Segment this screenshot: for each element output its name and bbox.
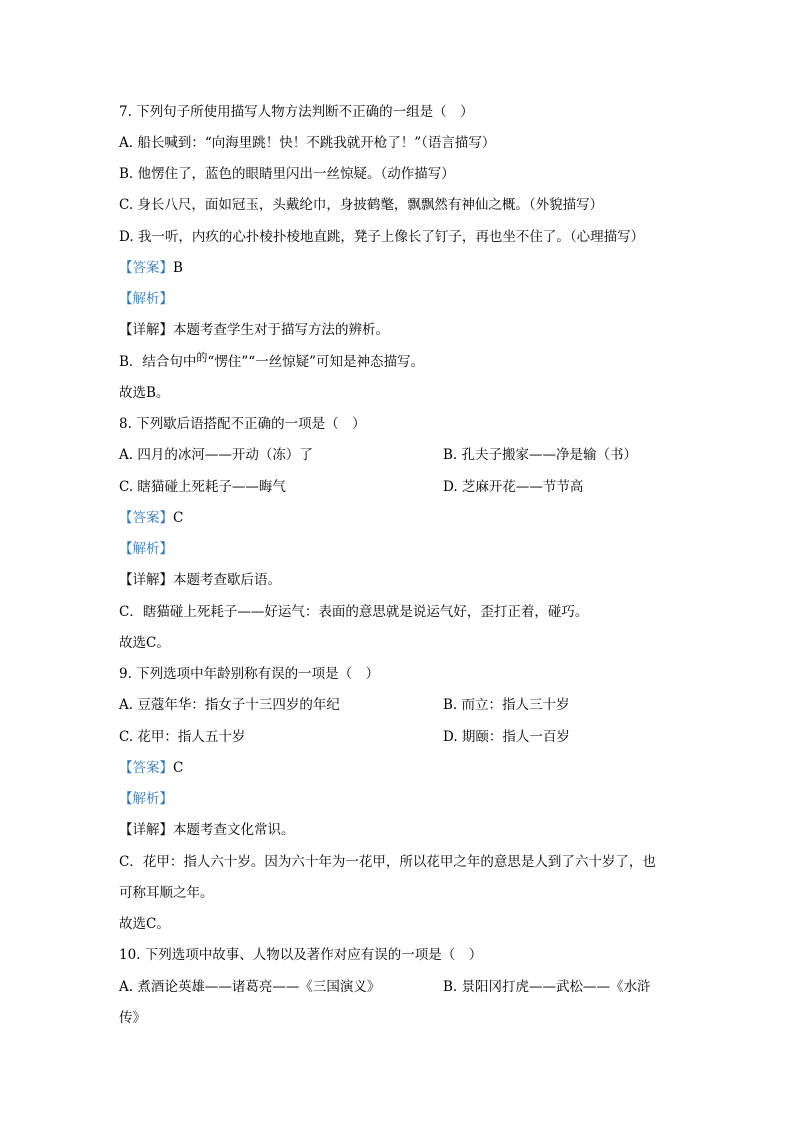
q10-option-b: B. 景阳冈打虎——武松——《水浒 [443, 979, 651, 995]
q7-detail [119, 321, 389, 339]
detail-text: 本题考查歇后语。 [173, 572, 281, 588]
q9-stem: 9. 下列选项中年龄别称有误的一项是（ ） [119, 666, 380, 682]
detail-text: 本题考查学生对于描写方法的辨析。 [173, 322, 389, 338]
detail-label: 【详解】 [119, 572, 173, 588]
answer-label: 【答案】 [119, 510, 173, 526]
q10-stem: 10. 下列选项中故事、人物以及著作对应有误的一项是（ ） [119, 947, 483, 963]
q7-explanation: B．结合句中$^的$“愣住”“一丝惊疑”可知是神态描写。 [119, 351, 425, 370]
answer-value: C [173, 510, 184, 526]
q8-option-d: D. 芝麻开花——节节高 [443, 479, 584, 495]
q8-conclusion: 故选C。 [119, 635, 170, 651]
detail-label: 【详解】 [119, 322, 173, 338]
q9-explanation-line-2: 可称耳顺之年。 [119, 885, 214, 901]
q10-option-a: A. 煮酒论英雄——诸葛亮——《三国演义》 [119, 979, 381, 995]
q8-explanation: C．瞎猫碰上死耗子——好运气：表面的意思就是说运气好，歪打正着，碰巧。 [119, 604, 589, 620]
q8-analysis-label: 【解析】 [119, 541, 173, 557]
q7-option-d: D. 我一听，内疚的心扑棱扑棱地直跳，凳子上像长了钉子，再也坐不住了。（心理描写） [119, 229, 645, 245]
q9-option-d: D. 期颐：指人一百岁 [443, 729, 570, 745]
q8-answer [119, 509, 183, 527]
q7-stem: 7. 下列句子所使用描写人物方法判断不正确的一组是（ ） [119, 104, 474, 120]
answer-label: 【答案】 [119, 760, 173, 776]
q9-detail [119, 821, 295, 839]
detail-text: 本题考查文化常识。 [173, 822, 295, 838]
q8-option-c: C. 瞎猫碰上死耗子——晦气 [119, 479, 286, 495]
q8-option-a: A. 四月的冰河——开动（冻）了 [119, 447, 313, 463]
q9-option-a: A. 豆蔻年华：指女子十三四岁的年纪 [119, 697, 340, 713]
q7-option-b: B. 他愣住了，蓝色的眼睛里闪出一丝惊疑。（动作描写） [119, 166, 455, 182]
q7-answer [119, 259, 183, 277]
q8-option-b: B. 孔夫子搬家——净是输（书） [443, 447, 638, 463]
q7-option-c: C. 身长八尺，面如冠玉，头戴纶巾，身披鹤氅，飘飘然有神仙之概。（外貌描写） [119, 197, 604, 213]
q8-detail [119, 571, 281, 589]
q9-analysis-label: 【解析】 [119, 791, 173, 807]
q9-conclusion: 故选C。 [119, 916, 170, 932]
q7-option-a: A. 船长喊到：“向海里跳！快！不跳我就开枪了！”（语言描写） [119, 135, 496, 151]
answer-value: B [173, 260, 183, 276]
detail-label: 【详解】 [119, 822, 173, 838]
q7-analysis-label: 【解析】 [119, 291, 173, 307]
q9-explanation-line-1: C．花甲：指人六十岁。因为六十年为一花甲，所以花甲之年的意思是人到了六十岁了，也 [119, 854, 656, 870]
q9-option-b: B. 而立：指人三十岁 [443, 697, 570, 713]
q9-answer [119, 759, 183, 777]
answer-label: 【答案】 [119, 260, 173, 276]
q7-conclusion: 故选B。 [119, 385, 170, 401]
q8-stem: 8. 下列歇后语搭配不正确的一项是（ ） [119, 416, 366, 432]
q10-option-b-continued: 传》 [119, 1010, 146, 1026]
q9-option-c: C. 花甲：指人五十岁 [119, 729, 246, 745]
answer-value: C [173, 760, 184, 776]
